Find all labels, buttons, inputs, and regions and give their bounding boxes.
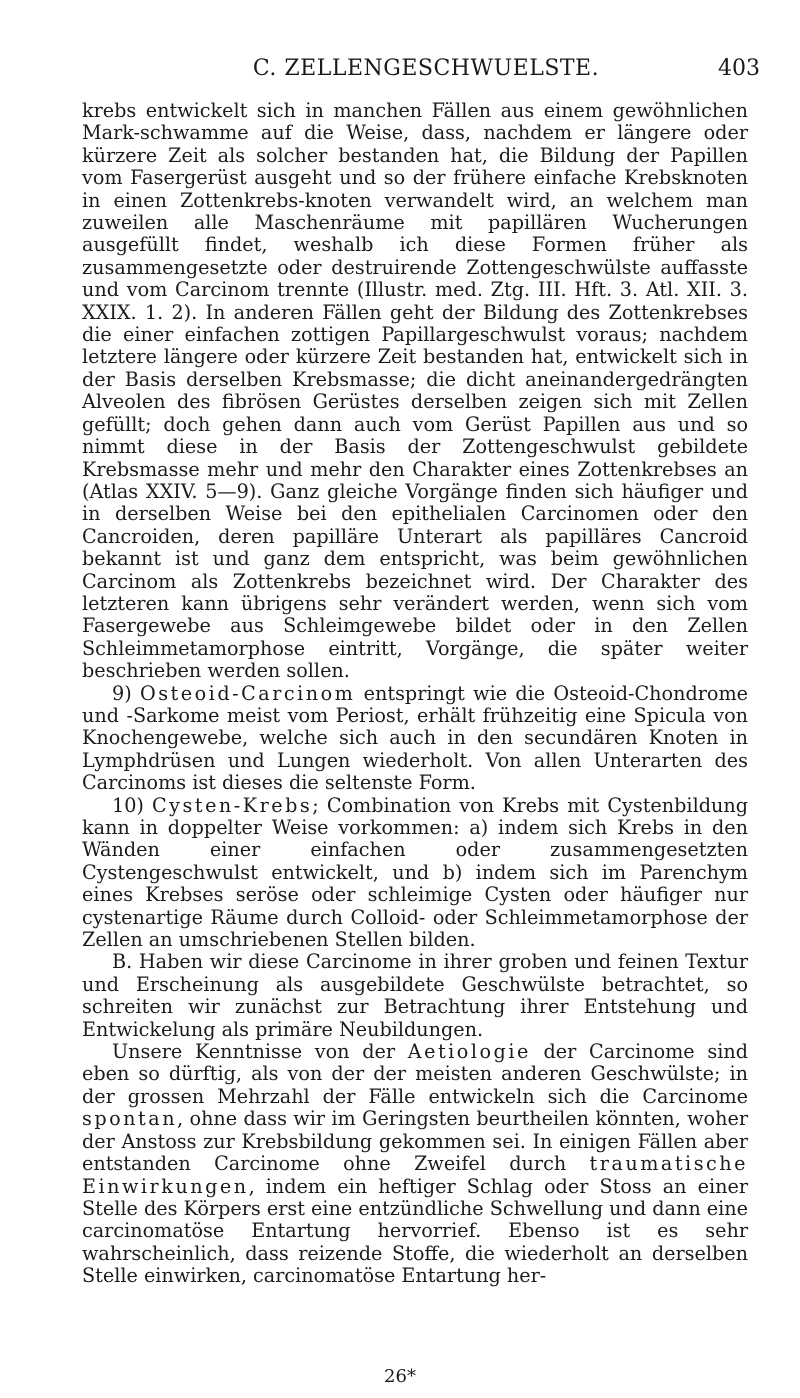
paragraph [82,100,748,683]
emphasis-spaced: Cysten-Krebs [152,793,313,817]
running-title: C. ZELLENGESCHWUELSTE. [252,56,600,81]
text-run: ; Combination von Krebs mit Cystenbildung kann in doppelter Weise vorkommen: a) indem sich Krebs in den Wänden einer einfachen oder zusammengesetzten Cystengeschwulst entwickelt, und b) indem sich im Parenchym eines Krebses seröse oder schleimige Cysten oder häufiger nur cystenartige Räume durch Colloid- oder Schleimmetamorphose der Zellen an umschriebenen Stellen bilden. [82,793,748,952]
page-number: 403 [718,56,760,81]
text-run: 9) [112,681,140,705]
text-run: , ohne dass wir im Geringsten beurtheilen könnten, woher der Anstoss zur Krebsbildung gekommen sei. In einigen Fällen aber entstanden Carcinome ohne Zweifel durch [82,1107,748,1176]
emphasis-spaced: Osteoid-Carcinom [139,681,356,705]
signature-mark: 26* [384,1366,416,1387]
paragraph [82,951,748,1041]
paragraph [82,1041,748,1287]
emphasis-spaced: Aetiologie [407,1040,531,1064]
text-run: entspringt wie die Osteoid-Chondrome und -Sarkome meist vom Periost, erhält frühzeitig eine Spicula von Knochengewebe, welche sich auch in den secundären Knoten in Lymphdrüsen und Lungen wiederholt. Von allen Unterarten des Carcinoms ist dieses die seltenste Form. [82,681,748,795]
emphasis-spaced: traumatische Einwirkungen [82,1152,748,1198]
text-run: der Carcinome sind eben so dürftig, als von der der meisten anderen Geschwülste; in der grossen Mehrzahl der Fälle entwickeln sich die Carcinome [82,1040,748,1108]
running-head [82,56,770,86]
text-run: B. Haben wir diese Carcinome in ihrer groben und feinen Textur und Erscheinung als ausgebildete Geschwülste betrachtet, so schreiten wir zunächst zur Betrachtung ihrer Entstehung und Entwickelung als primäre Neubildungen. [82,950,748,1041]
text-run: Unsere Kenntnisse von der [112,1040,408,1064]
text-run: 10) [112,793,152,817]
paragraph [82,683,748,795]
paragraph [82,795,748,952]
text-run: , indem ein heftiger Schlag oder Stoss an einer Stelle des Körpers erst eine entzündliche Schwellung und dann eine carcinomatöse Entartung hervorrief. Ebenso ist es sehr wahrscheinlich, dass reizende Stoffe, die wiederholt an derselben Stelle einwirken, carcinomatöse Entartung her- [82,1174,748,1288]
text-run: krebs entwickelt sich in manchen Fällen aus einem gewöhnlichen Mark-schwamme auf die Weise, dass, nachdem er längere oder kürzere Zeit als solcher bestanden hat, die Bildung der Papillen vom Fasergerüst ausgeht und so der frühere einfache Krebsknoten in einen Zottenkrebs-knoten verwandelt wird, an welchem man zuweilen alle Maschenräume mit papillären Wucherungen ausgefüllt findet, weshalb ich diese Formen früher als zusammengesetzte oder destruirende Zottengeschwülste auffasste und vom Carcinom trennte (Illustr. med. Ztg. III. Hft. 3. Atl. XII. 3. XXIX. 1. 2). In anderen Fällen geht der Bildung des Zottenkrebses die einer einfachen zottigen Papillargeschwulst voraus; nachdem letztere längere oder kürzere Zeit bestanden hat, entwickelt sich in der Basis derselben Krebsmasse; die dicht aneinandergedrängten Alveolen des fibrösen Gerüstes derselben zeigen sich mit Zellen gefüllt; doch gehen dann auch vom Gerüst Papillen aus und so nimmt diese in der Basis der Zottengeschwulst gebildete Krebsmasse mehr und mehr den Charakter eines Zottenkrebses an (Atlas XXIV. 5—9). Ganz gleiche Vorgänge finden sich häufiger und in derselben Weise bei den epithelialen Carcinomen oder den Cancroiden, deren papilläre Unterart als papilläres Cancroid bekannt ist und ganz dem entspricht, was beim gewöhnlichen Carcinom als Zottenkrebs bezeichnet wird. Der Charakter des letzteren kann übrigens sehr verändert werden, wenn sich vom Fasergewebe aus Schleimgewebe bildet oder in den Zellen Schleimmetamorphose eintritt, Vorgänge, die später weiter beschrieben werden sollen. [82,99,748,683]
body-text [82,100,748,1288]
emphasis-spaced: spontan [82,1107,178,1131]
